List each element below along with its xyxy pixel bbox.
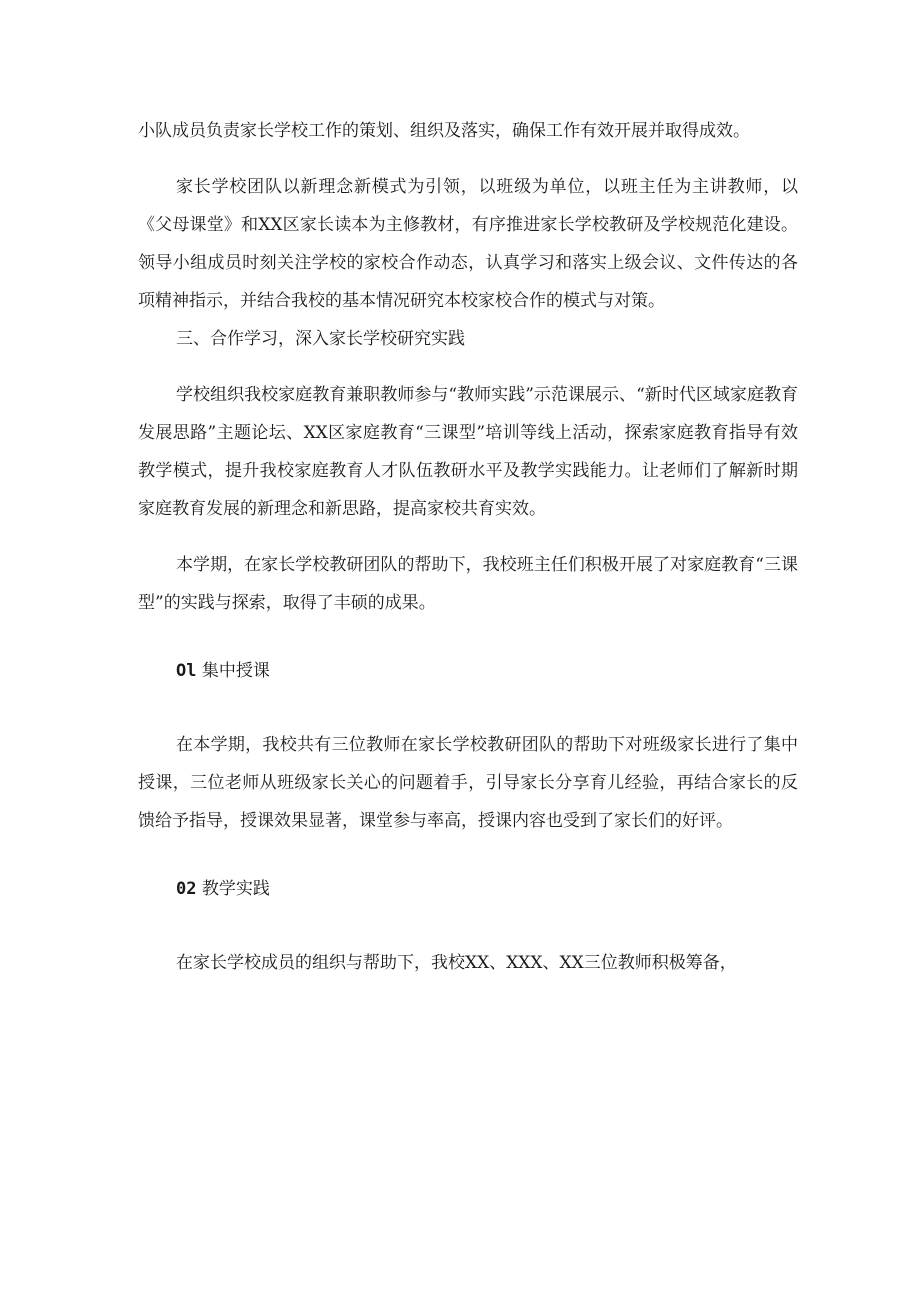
paragraph-team-model: 家长学校团队以新理念新模式为引领，以班级为单位，以班主任为主讲教师，以《父母课堂》和XX区家长读本为主修教材，有序推进家长学校教研及学校规范化建设。领导小组成员时刻关注学校的家校合作动态，认真学习和落实上级会议、文件传达的各项精神指示，并结合我校的基本情况研究本校家校合作的模式与对策。 <box>138 177 798 311</box>
paragraph-lectures-detail: 在本学期，我校共有三位教师在家长学校教研团队的帮助下对班级家长进行了集中授课，三位老师从班级家长关心的问题着手，引导家长分享育儿经验，再结合家长的反馈给予指导，授课效果显著，课堂参与率高，授课内容也受到了家长们的好评。 <box>138 735 798 831</box>
paragraph-semester-results: 本学期，在家长学校教研团队的帮助下，我校班主任们积极开展了对家庭教育“三课型”的实践与探索，取得了丰硕的成果。 <box>138 555 798 613</box>
subheading-title: 集中授课 <box>201 661 270 681</box>
document-page <box>138 112 798 982</box>
subheading-number: Ol <box>176 661 197 681</box>
section-heading-three: 三、合作学习，深入家长学校研究实践 <box>176 329 465 349</box>
subheading-title: 教学实践 <box>201 879 270 899</box>
paragraph-team-responsibility: 小队成员负责家长学校工作的策划、组织及落实，确保工作有效开展并取得成效。 <box>138 121 750 141</box>
subheading-concentrated-lectures <box>138 652 798 690</box>
paragraph-practice-detail: 在家长学校成员的组织与帮助下，我校XX、XXX、XX三位教师积极筹备， <box>176 953 737 973</box>
subheading-number: 02 <box>176 879 197 899</box>
subheading-teaching-practice <box>138 870 798 908</box>
paragraph-training-activities: 学校组织我校家庭教育兼职教师参与“教师实践”示范课展示、“新时代区域家庭教育发展思路”主题论坛、XX区家庭教育“三课型”培训等线上活动，探索家庭教育指导有效教学模式，提升我校家庭教育人才队伍教研水平及教学实践能力。让老师们了解新时期家庭教育发展的新理念和新思路，提高家校共育实效。 <box>138 385 798 519</box>
